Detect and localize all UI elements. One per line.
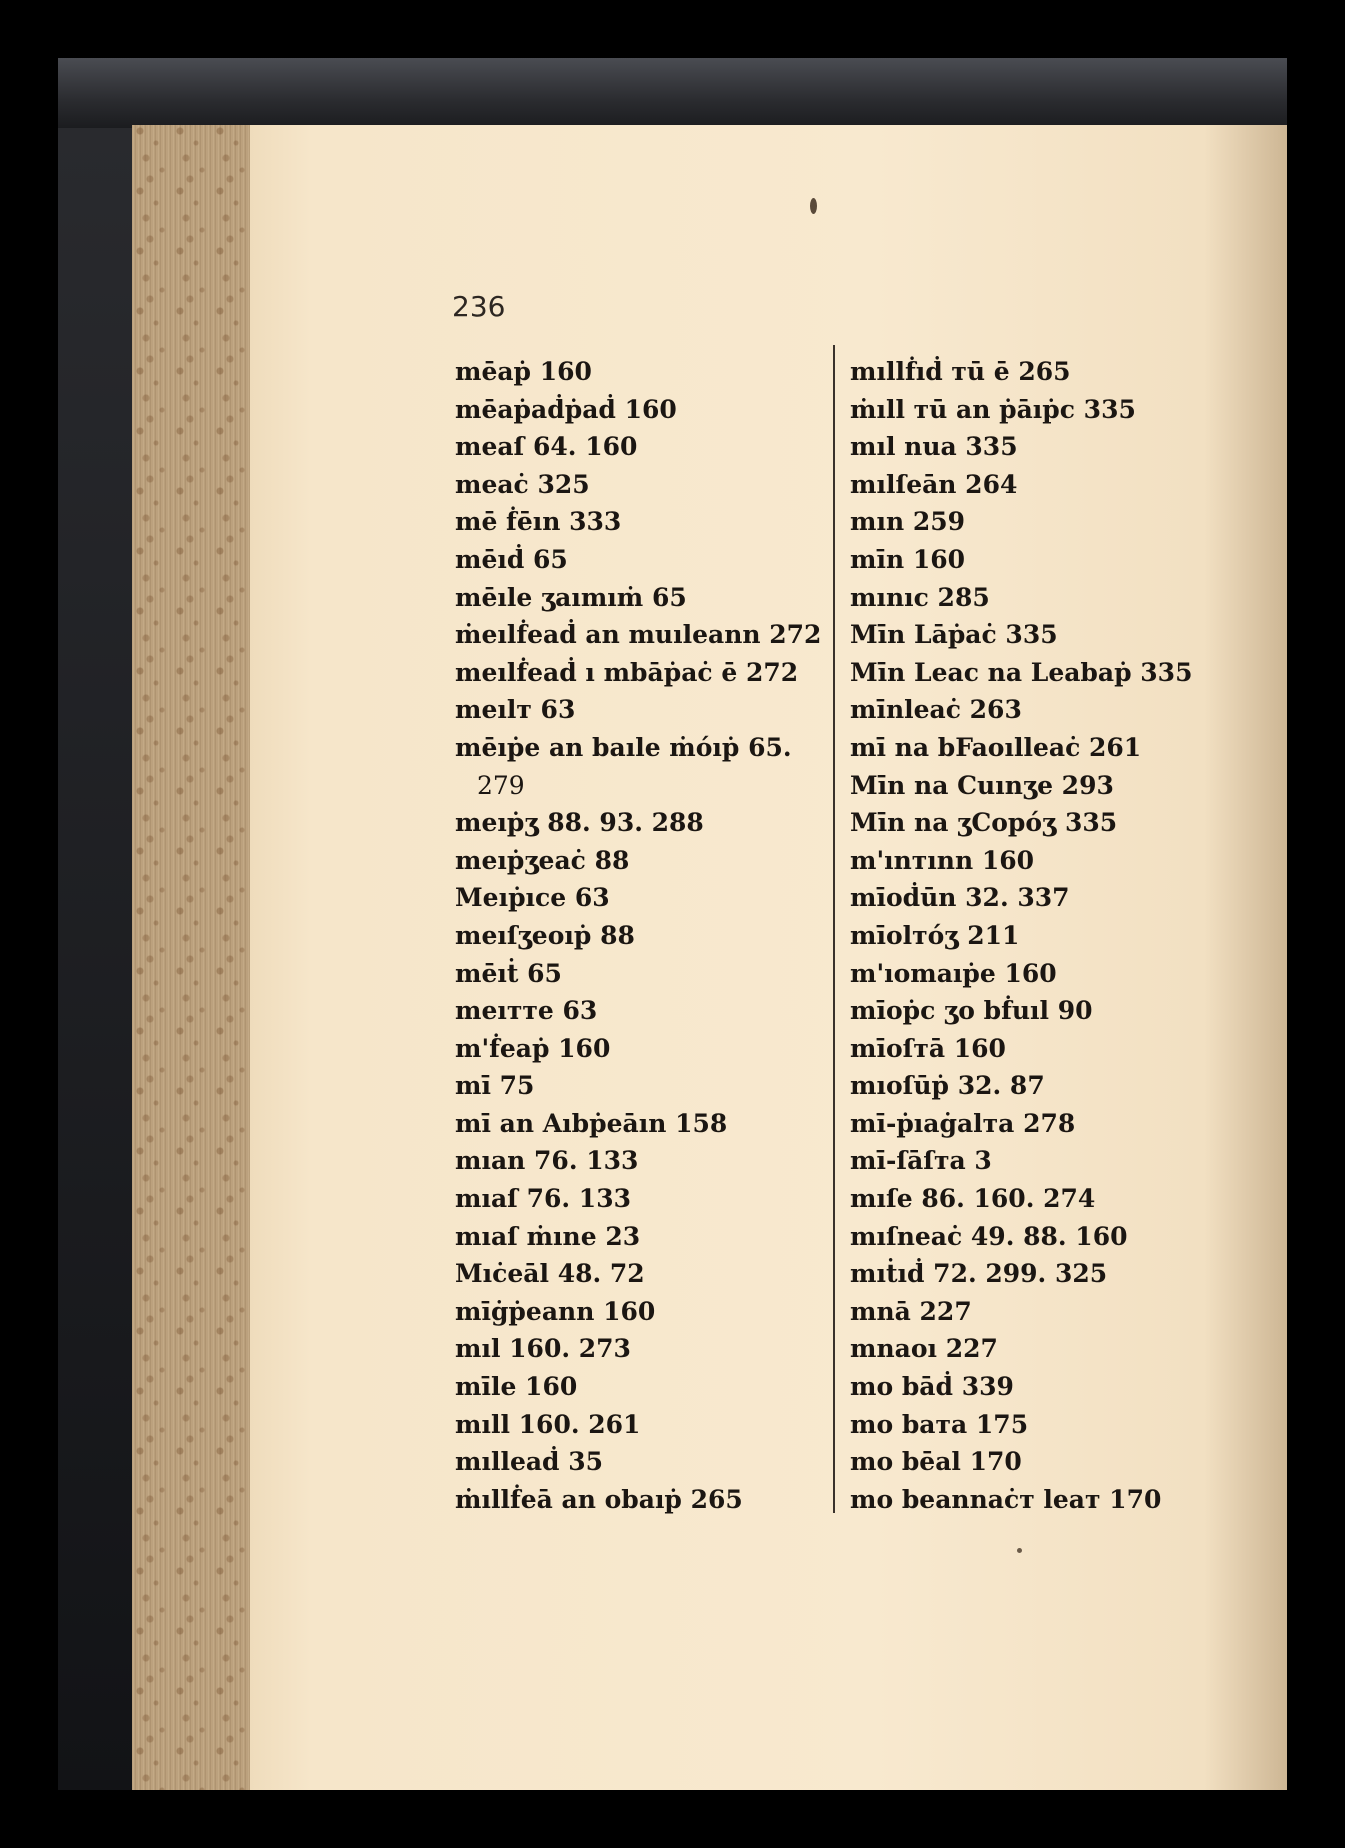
foxing-spots bbox=[132, 125, 252, 1790]
index-entry: mo bēal 170 bbox=[850, 1447, 1022, 1477]
index-entry: ṁıllḟeā an obaıṗ 265 bbox=[455, 1484, 743, 1514]
index-entry: Mīn na Cuınʒe 293 bbox=[850, 770, 1114, 800]
index-entry: mıoſūṗ 32. 87 bbox=[850, 1071, 1045, 1101]
index-entry: mınıc 285 bbox=[850, 582, 990, 612]
index-entry: mī-ṗıaġalтa 278 bbox=[850, 1108, 1076, 1138]
index-entry: Mīn Lāṗaċ 335 bbox=[850, 620, 1058, 650]
index-entry: mī na bFaoılleaċ 261 bbox=[850, 732, 1142, 762]
index-entry: mo baтa 175 bbox=[850, 1409, 1029, 1439]
index-entry: meılт 63 bbox=[455, 695, 576, 725]
index-entry: mīoṗc ʒo bḟuıl 90 bbox=[850, 996, 1093, 1026]
index-entry: mīnleaċ 263 bbox=[850, 695, 1022, 725]
index-entry: Meıṗıce 63 bbox=[455, 883, 610, 913]
index-entry: mnaoı 227 bbox=[850, 1334, 998, 1364]
index-entry: mıṫıḋ 72. 299. 325 bbox=[850, 1259, 1108, 1289]
plastic-sleeve-glare bbox=[58, 58, 1287, 128]
index-entry: meıſʒeoıṗ 88 bbox=[455, 920, 635, 950]
ink-smudge bbox=[810, 198, 817, 214]
index-entry: ṁeılḟeaḋ an muıleann 272 bbox=[455, 620, 822, 650]
index-entry: mīolтóʒ 211 bbox=[850, 920, 1020, 950]
paper-speck bbox=[1017, 1548, 1022, 1553]
index-entry: mēıle ʒaımıṁ 65 bbox=[455, 582, 687, 612]
index-entry: mıl 160. 273 bbox=[455, 1334, 631, 1364]
column-divider bbox=[833, 345, 835, 1513]
index-entry: mıaſ ṁıne 23 bbox=[455, 1221, 641, 1251]
index-entry: mnā 227 bbox=[850, 1296, 972, 1326]
index-entry: meıṗʒeaċ 88 bbox=[455, 845, 630, 875]
index-entry: meıṗʒ 88. 93. 288 bbox=[455, 808, 704, 838]
index-entry: mēıṗe an baıle ṁóıṗ 65. bbox=[455, 732, 792, 762]
index-entry: 279 bbox=[477, 770, 525, 800]
index-entry: meaċ 325 bbox=[455, 469, 590, 499]
page-number: 236 bbox=[452, 290, 506, 323]
index-entry: mıl nua 335 bbox=[850, 432, 1018, 462]
index-entry: mıan 76. 133 bbox=[455, 1146, 639, 1176]
index-entry: mīle 160 bbox=[455, 1372, 578, 1402]
index-entry: mīoſтā 160 bbox=[850, 1033, 1006, 1063]
index-column-left bbox=[455, 353, 821, 1518]
index-entry: meıттe 63 bbox=[455, 996, 598, 1026]
index-entry: Mīn Leac na Leabaṗ 335 bbox=[850, 657, 1193, 687]
index-entry: mēıḋ 65 bbox=[455, 544, 568, 574]
index-entry: ṁıll тū an ṗāıṗc 335 bbox=[850, 394, 1136, 424]
index-entry: m'ınтınn 160 bbox=[850, 845, 1035, 875]
index-column-right bbox=[850, 353, 1192, 1518]
index-entry: mīn 160 bbox=[850, 544, 966, 574]
index-entry: m'ḟeaṗ 160 bbox=[455, 1033, 611, 1063]
index-entry: mī an Aıbṗeāın 158 bbox=[455, 1108, 728, 1138]
index-entry: Mıċeāl 48. 72 bbox=[455, 1259, 645, 1289]
index-entry: mē ḟēın 333 bbox=[455, 507, 622, 537]
index-entry: mīġṗeann 160 bbox=[455, 1296, 656, 1326]
index-entry: mıſe 86. 160. 274 bbox=[850, 1184, 1096, 1214]
index-entry: mıſneaċ 49. 88. 160 bbox=[850, 1221, 1128, 1251]
index-entry: mın 259 bbox=[850, 507, 966, 537]
index-entry: Mīn na ʒCopóʒ 335 bbox=[850, 808, 1118, 838]
index-entry: mılſeān 264 bbox=[850, 469, 1018, 499]
index-entry: m'ıomaıṗe 160 bbox=[850, 958, 1057, 988]
index-entry: mī-ſāſтa 3 bbox=[850, 1146, 992, 1176]
index-entry: mī 75 bbox=[455, 1071, 535, 1101]
index-entry: mıllḟıḋ тū ē 265 bbox=[850, 357, 1071, 386]
index-entry: mēıṫ 65 bbox=[455, 958, 562, 988]
index-entry: mıll 160. 261 bbox=[455, 1409, 641, 1439]
index-entry: meılḟeaḋ ı mbāṗaċ ē 272 bbox=[455, 657, 799, 687]
index-entry: mılleaḋ 35 bbox=[455, 1447, 604, 1477]
index-entry: mēaṗaḋṗaḋ 160 bbox=[455, 394, 677, 424]
index-entry: mıaſ 76. 133 bbox=[455, 1184, 631, 1214]
index-entry: mo beannaċт leaт 170 bbox=[850, 1484, 1162, 1514]
index-entry: mēaṗ 160 bbox=[455, 357, 592, 386]
index-entry: meaſ 64. 160 bbox=[455, 432, 638, 462]
index-entry: mīoḋūn 32. 337 bbox=[850, 883, 1070, 913]
index-entry: mo bāḋ 339 bbox=[850, 1372, 1014, 1402]
